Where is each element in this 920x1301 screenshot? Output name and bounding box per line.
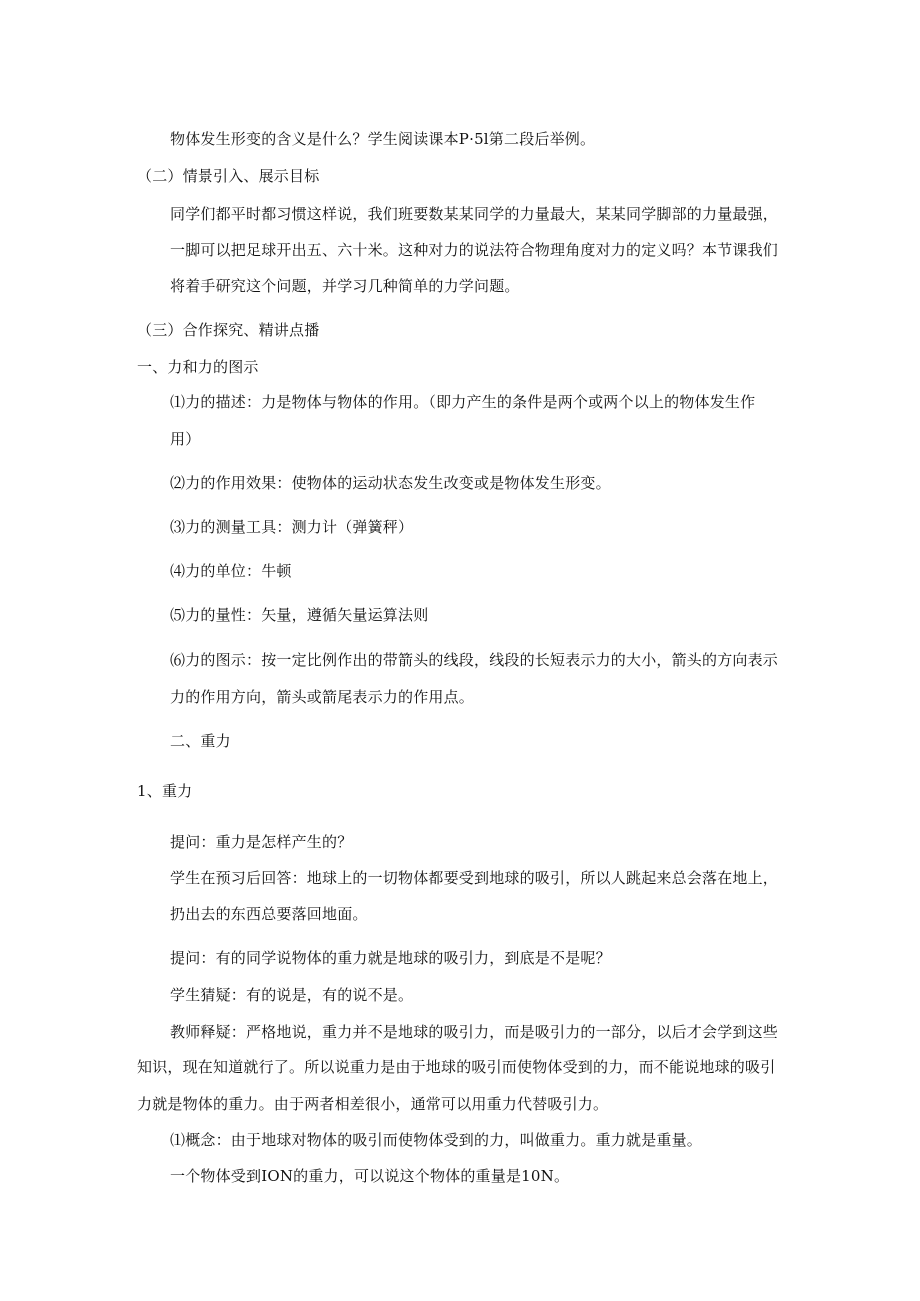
text-line-21: 提问：有的同学说物体的重力就是地球的吸引力，到底是不是呢？ — [170, 949, 611, 967]
section-heading-2: （二）情景引入、展示目标 — [137, 167, 320, 185]
text-line-10: ⑵力的作用效果：使物体的运动状态发生改变或是物体发生形变。 — [170, 474, 611, 492]
text-line-3: 同学们都平时都习惯这样说，我们班要数某某同学的力量最大，某某同学脚部的力量最强， — [170, 205, 779, 223]
text-line-12: ⑷力的单位：牛顿 — [170, 562, 292, 580]
text-line-25: 力就是物体的重力。由于两者相差很小，通常可以用重力代替吸引力。 — [137, 1095, 609, 1113]
text-line-15: 力的作用方向，箭头或箭尾表示力的作用点。 — [170, 688, 475, 706]
section-heading-3: （三）合作探究、精讲点播 — [137, 321, 320, 339]
text-line-4: 一脚可以把足球开出五、六十米。这种对力的说法符合物理角度对力的定义吗？本节课我们 — [170, 241, 779, 259]
text-line-8: ⑴力的描述：力是物体与物体的作用。（即力产生的条件是两个或两个以上的物体发生作 — [170, 393, 756, 411]
text-line-22: 学生猜疑：有的说是，有的说不是。 — [170, 986, 414, 1004]
chapter-heading-gravity: 二、重力 — [170, 732, 231, 750]
text-line-9: 用） — [170, 430, 201, 448]
text-line-24: 知识，现在知道就行了。所以说重力是由于地球的吸引而使物体受到的力，而不能说地球的吸引 — [137, 1058, 776, 1076]
text-line-18: 提问：重力是怎样产生的？ — [170, 833, 353, 851]
chapter-heading-force: 一、力和力的图示 — [137, 358, 259, 376]
text-line-19: 学生在预习后回答：地球上的一切物体都要受到地球的吸引，所以人跳起来总会落在地上， — [170, 869, 779, 887]
text-line-26: ⑴概念：由于地球对物体的吸引而使物体受到的力，叫做重力。重力就是重量。 — [170, 1131, 703, 1149]
text-line-11: ⑶力的测量工具：测力计（弹簧秤） — [170, 518, 414, 536]
text-line-5: 将着手研究这个问题，并学习几种简单的力学问题。 — [170, 277, 520, 295]
text-line-27: 一个物体受到ION的重力，可以说这个物体的重量是10N。 — [170, 1167, 570, 1185]
text-line-13: ⑸力的量性：矢量，遵循矢量运算法则 — [170, 606, 429, 624]
text-line-23: 教师释疑：严格地说，重力并不是地球的吸引力，而是吸引力的一部分，以后才会学到这些 — [170, 1023, 779, 1041]
text-line-20: 扔出去的东西总要落回地面。 — [170, 905, 368, 923]
subsection-heading-gravity: 1、重力 — [137, 782, 193, 800]
text-line-1: 物体发生形变的含义是什么？学生阅读课本P·5l第二段后举例。 — [170, 130, 596, 148]
text-line-14: ⑹力的图示：按一定比例作出的带箭头的线段，线段的长短表示力的大小，箭头的方向表示 — [170, 651, 779, 669]
